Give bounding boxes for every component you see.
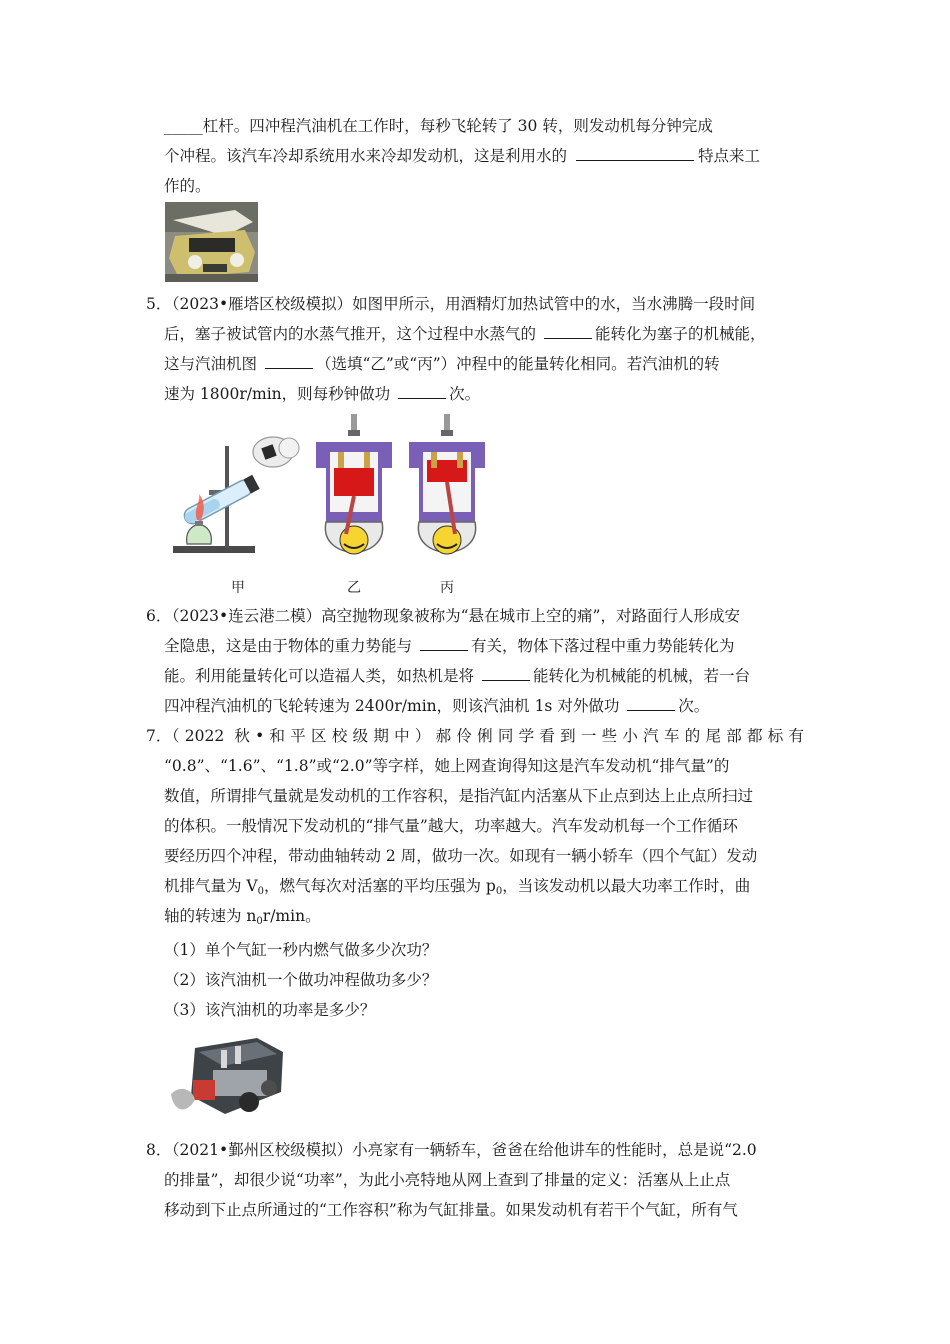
q5-line-1: （2023•雁塔区校级模拟）如图甲所示，用酒精灯加热试管中的水，当水沸腾一段时间 [164,295,756,313]
engine-cylinder-figure-bing [403,412,491,568]
figure-caption-jia: 甲 [231,580,245,596]
q7-subquestion-1: （1）单个气缸一秒内燃气做多少次功？ [164,941,438,959]
answer-blank[interactable] [627,696,675,711]
figure-caption-yi: 乙 [347,580,361,596]
figure-caption-bing: 丙 [440,580,454,596]
car-engine-photo [165,202,258,282]
q4-line-1: _____杠杆。四冲程汽油机在工作时，每秒飞轮转了 30 转，则发动机每分钟完成 [164,117,713,135]
q7-subquestion-2: （2）该汽油机一个做功冲程做功多少？ [164,971,438,989]
q7-line-4: 的体积。一般情况下发动机的“排气量”越大，功率越大。汽车发动机每一个工作循环 [164,817,738,835]
q6-line-2: 全隐患，这是由于物体的重力势能与 有关，物体下落过程中重力势能转化为 [164,637,735,655]
q7-line-2: “0.8”、“1.6”、“1.8”或“2.0”等字样，她上网查询得知这是汽车发动机“排气量”的 [164,757,730,775]
q7-line-5: 要经历四个冲程，带动曲轴转动 2 周，做功一次。如现有一辆小轿车（四个气缸）发动 [164,847,758,865]
q5-line-2: 后，塞子被试管内的水蒸气推开，这个过程中水蒸气的 能转化为塞子的机械能， [164,325,766,343]
engine-block-photo [165,1030,297,1126]
q5-line-3: 这与汽油机图 （选填“乙”或“丙”）冲程中的能量转化相同。若汽油机的转 [164,355,720,373]
q7-subquestion-3: （3）该汽油机的功率是多少？ [164,1001,376,1019]
q6-number: 6． [146,607,172,625]
q6-line-1: （2023•连云港二模）高空抛物现象被称为“悬在城市上空的痛”，对路面行人形成安 [164,607,740,625]
q5-number: 5． [146,295,172,313]
q4-line-3: 作的。 [164,177,211,195]
test-tube-heating-figure [165,428,300,563]
q8-line-2: 的排量”，却很少说“功率”，为此小亮特地从网上查到了排量的定义：活塞从上止点 [164,1171,731,1189]
answer-blank[interactable] [265,354,313,369]
q6-line-3: 能。利用能量转化可以造福人类，如热机是将 能转化为机械能的机械，若一台 [164,667,750,685]
answer-blank[interactable] [576,146,694,161]
q8-number: 8． [146,1141,172,1159]
q7-line-6: 机排气量为 $V_0$，燃气每次对活塞的平均压强为 $p_0$，当该发动机以最大功率工作时，曲 [164,877,751,897]
q7-number: 7． [146,727,172,745]
q6-line-4: 四冲程汽油机的飞轮转速为 2400r/min，则该汽油机 1s 对外做功 次。 [164,697,710,715]
q7-line-7: 轴的转速为 $n_0r/\min$。 [164,907,321,927]
engine-cylinder-figure-yi [310,412,398,568]
answer-blank[interactable] [482,666,530,681]
q8-line-1: （2021•鄞州区校级模拟）小亮家有一辆轿车，爸爸在给他讲车的性能时，总是说“2.0 [164,1141,757,1159]
answer-blank[interactable] [420,636,468,651]
q8-line-3: 移动到下止点所通过的“工作容积”称为气缸排量。如果发动机有若干个气缸，所有气 [164,1201,738,1219]
q7-line-3: 数值，所谓排气量就是发动机的工作容积，是指汽缸内活塞从下止点到达上止点所扫过 [164,787,754,805]
q5-line-4: 速为 1800r/min，则每秒钟做功 次。 [164,385,481,403]
answer-blank[interactable] [544,324,592,339]
q4-line-2: 个冲程。该汽车冷却系统用水来冷却发动机，这是利用水的 特点来工 [164,147,760,165]
q7-line-1: （2022 秋•和平区校级期中）郝伶俐同学看到一些小汽车的尾部都标有 [164,727,804,745]
answer-blank[interactable] [398,384,446,399]
